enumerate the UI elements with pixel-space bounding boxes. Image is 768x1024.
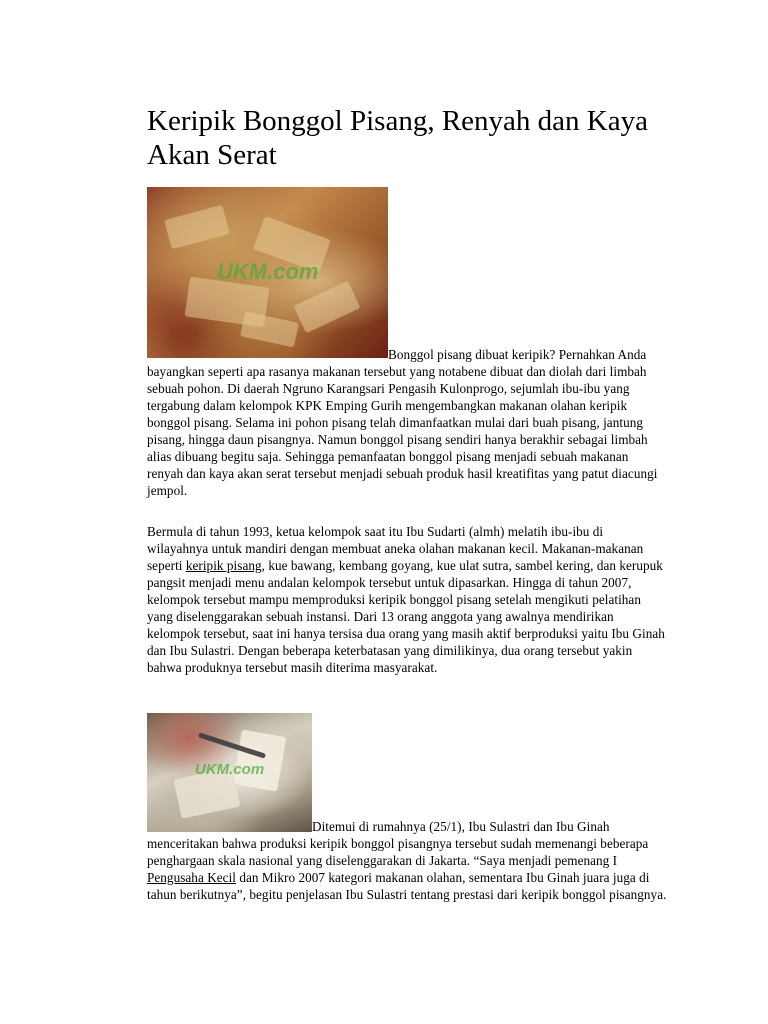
photo-watermark: UKM.com [195, 761, 265, 778]
paragraph-3-text-b: dan Mikro 2007 kategori makanan olahan, sementara Ibu Ginah juara juga di tahun berikutnya”, begitu penjelasan Ibu Sulastri tentang prestasi dari keripik bonggol pisangnya. [147, 870, 667, 902]
paragraph-2-text-a: Bermula di tahun 1993, ketua kelompok saat itu Ibu Sudarti (almh) melatih ibu-ibu di wilayahnya untuk mandiri dengan membuat aneka olahan makanan kecil. Makanan-makanan seperti [147, 524, 644, 573]
paragraph-2-text-b: , kue bawang, kembang goyang, kue ulat sutra, sambel kering, dan kerupuk pangsit menjadi menu andalan kelompok tersebut untuk dipasarkan. Hingga di tahun 2007, kelompok tersebut mampu memproduksi keripik bonggol pisang setelah mengikuti pelatihan yang diselenggarakan sebuah instansi. Dari 13 orang anggota yang awalnya mendirikan kelompok tersebut, saat ini hanya tersisa dua orang yang masih aktif berproduksi yaitu Ibu Ginah dan Ibu Sulastri. Dengan beberapa keterbatasan yang dimilikinya, dua orang tersebut yakin bahwa produknya tersebut masih diterima masyarakat. [147, 558, 665, 675]
link-pengusaha-kecil[interactable]: Pengusaha Kecil [147, 870, 237, 885]
paragraph-1 [147, 346, 667, 499]
paragraph-1-text: Bonggol pisang dibuat keripik? Pernahkan Anda bayangkan seperti apa rasanya makanan tersebut yang notabene dibuat dan diolah dari limbah sebuah pohon. Di daerah Ngruno Karangsari Pengasih Kulonprogo, sejumlah ibu-ibu yang tergabung dalam kelompok KPK Emping Gurih mengembangkan makanan olahan keripik bonggol pisang. Selama ini pohon pisang telah dimanfaatkan mulai dari buah pisang, jantung pisang, hingga daun pisangnya. Namun bonggol pisang sendiri hanya berakhir sebagai limbah alias dibuang begitu saja. Sehingga pemanfaatan bonggol pisang menjadi sebuah makanan renyah dan kaya akan serat tersebut menjadi sebuah produk hasil kreatifitas yang patut diacungi jempol. [147, 347, 658, 498]
photo-watermark: UKM.com [217, 259, 319, 284]
link-keripik-pisang[interactable]: keripik pisang [185, 558, 262, 573]
paragraph-3 [147, 818, 667, 903]
processing-photo [147, 713, 312, 832]
paragraph-3-text-a: Ditemui di rumahnya (25/1), Ibu Sulastri dan Ibu Ginah menceritakan bahwa produksi keripik bonggol pisangnya tersebut sudah memenangi beberapa penghargaan skala nasional yang diselenggarakan di Jakarta. “Saya menjadi pemenang I [147, 819, 649, 868]
paragraph-2 [147, 523, 667, 676]
banana-chips-photo [147, 187, 388, 358]
article-title: Keripik Bonggol Pisang, Renyah dan Kaya Akan Serat [147, 105, 648, 171]
